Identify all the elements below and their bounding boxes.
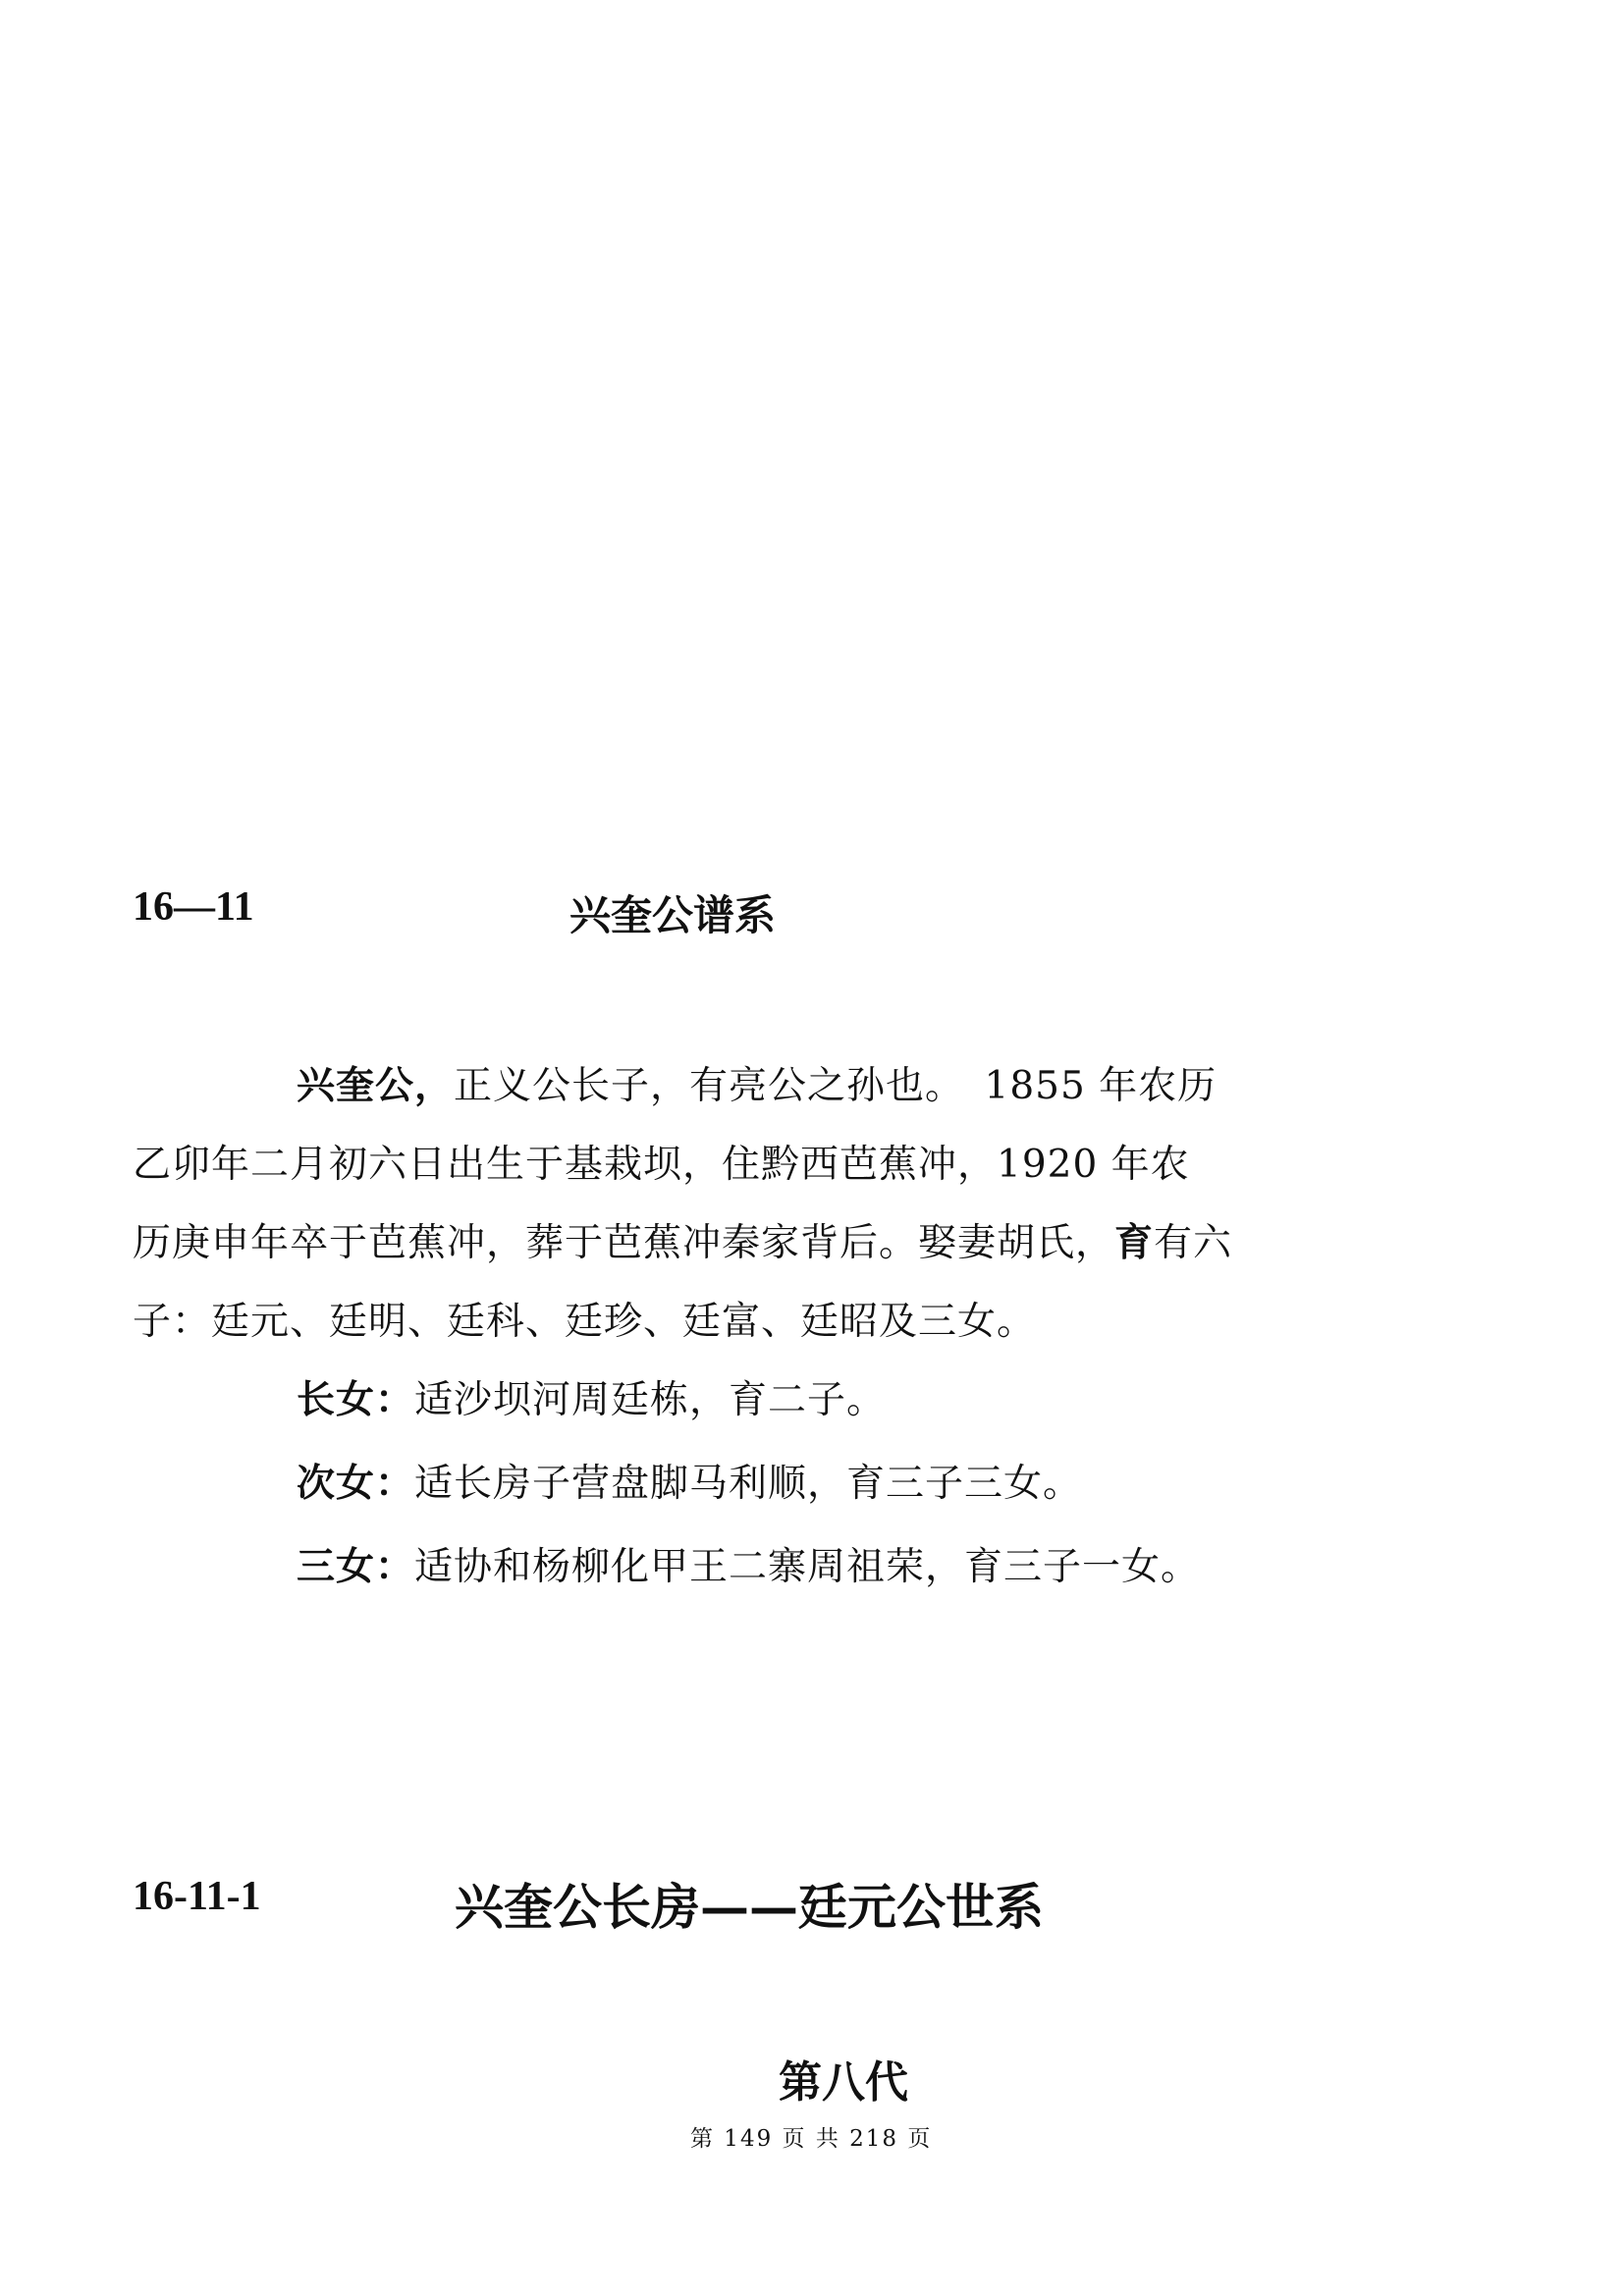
generation-heading: 第八代 <box>779 2057 908 2108</box>
page-footer: 第 149 页 共 218 页 <box>690 2126 933 2152</box>
paragraph-line: 子：廷元、廷明、廷科、廷珍、廷富、廷昭及三女。 <box>133 1300 1037 1344</box>
paragraph-line <box>133 1212 1232 1267</box>
section-number: 16—11 <box>133 884 254 930</box>
daughter-label: 长女： <box>297 1377 415 1422</box>
paragraph-line: 乙卯年二月初六日出生于基栽坝，住黔西芭蕉冲，1920 年农 <box>133 1143 1190 1187</box>
daughter-entry <box>297 1453 1082 1508</box>
section-number: 16-11-1 <box>133 1874 261 1919</box>
daughter-label: 三女： <box>297 1544 415 1589</box>
daughter-text: 适长房子营盘脚马利顺，育三子三女。 <box>414 1462 1083 1506</box>
paragraph-text: 有六 <box>1154 1221 1233 1265</box>
paragraph-text: 历庚申年卒于芭蕉冲，葬于芭蕉冲秦家背后。娶妻胡氏， <box>133 1221 1115 1265</box>
daughter-text: 适协和杨柳化甲王二寨周祖荣，育三子一女。 <box>414 1545 1201 1589</box>
paragraph-line <box>297 1055 1217 1110</box>
daughter-text: 适沙坝河周廷栋，育二子。 <box>414 1378 887 1422</box>
paragraph-text: 正义公长子，有亮公之孙也。 1855 年农历 <box>454 1064 1218 1108</box>
section-title: 兴奎公谱系 <box>569 891 777 939</box>
daughter-label: 次女： <box>297 1461 415 1506</box>
daughter-entry <box>297 1536 1200 1591</box>
person-name: 兴奎公， <box>297 1063 455 1108</box>
section-title: 兴奎公长房——廷元公世系 <box>455 1878 1044 1936</box>
daughter-entry <box>297 1369 886 1424</box>
paragraph-bold-char: 育 <box>1114 1220 1155 1265</box>
